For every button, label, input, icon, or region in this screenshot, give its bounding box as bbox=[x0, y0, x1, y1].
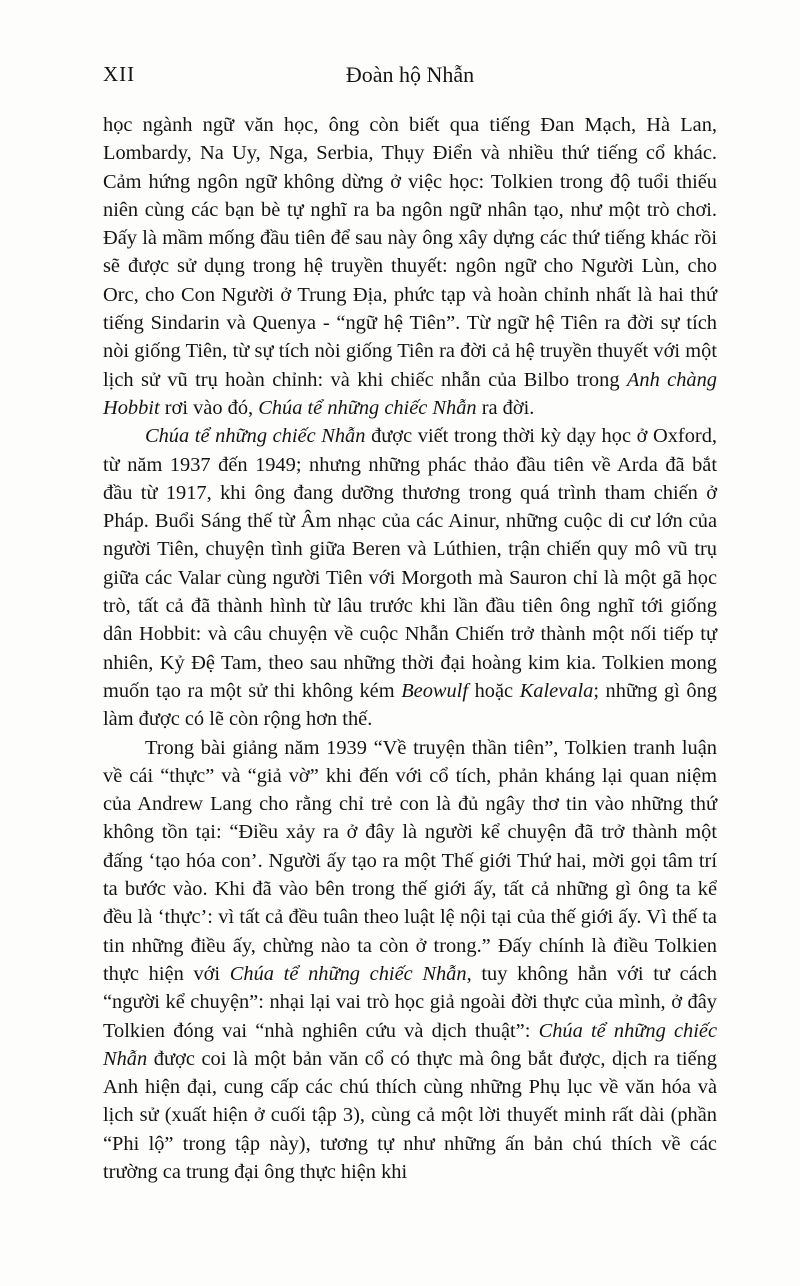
text-segment: được coi là một bản văn cổ có thực mà ông bắt được, dịch ra tiếng Anh hiện đại, cung cấp các chú thích cùng những Phụ lục về văn hóa và lịch sử (xuất hiện ở cuối tập 3), cùng cả một lời thuyết minh rất dài (phần “Phi lộ” trong tập này), tương tự như những ấn bản chú thích về các trường ca trung đại ông thực hiện khi bbox=[103, 1047, 717, 1183]
text-segment-italic: Beowulf bbox=[401, 679, 469, 702]
text-segment: ; những gì ông làm được có lẽ còn rộng hơn thế. bbox=[103, 679, 718, 731]
text-segment-italic: Kalevala bbox=[519, 679, 594, 702]
text-segment: học ngành ngữ văn học, ông còn biết qua tiếng Đan Mạch, Hà Lan, Lombardy, Na Uy, Nga, Serbia, Thụy Điển và nhiều thứ tiếng cổ khác. Cảm hứng ngôn ngữ không dừng ở việc học: Tolkien trong độ tuổi thiếu niên cùng các bạn bè tự nghĩ ra ba ngôn ngữ nhân tạo, như một trò chơi. Đấy là mầm mống đầu tiên để sau này ông xây dựng các thứ tiếng khác rồi sẽ được sử dụng trong hệ truyền thuyết: ngôn ngữ cho Người Lùn, cho Orc, cho Con Người ở Trung Địa, phức tạp và hoàn chỉnh nhất là hai thứ tiếng Sindarin và Quenya - “ngữ hệ Tiên”. Từ ngữ hệ Tiên ra đời sự tích nòi giống Tiên, từ sự tích nòi giống Tiên ra đời cả hệ truyền thuyết với một lịch sử vũ trụ hoàn chỉnh: và khi chiếc nhẫn của Bilbo trong bbox=[103, 114, 717, 391]
text-segment: hoặc bbox=[468, 679, 520, 702]
paragraph bbox=[103, 422, 717, 733]
text-segment: ra đời. bbox=[476, 396, 535, 419]
text-segment-italic: Anh chàng Hobbit bbox=[103, 368, 717, 419]
page-header bbox=[103, 62, 717, 90]
text-segment: , tuy không hẳn với tư cách “người kể chuyện”: nhại lại vai trò học giả ngoài đời thực của mình, ở đây Tolkien đóng vai “nhà nghiên cứu và dịch thuật”: bbox=[103, 962, 717, 1042]
text-segment-italic: Chúa tể những chiếc Nhẫn bbox=[145, 425, 366, 448]
text-segment-italic: Chúa tể những chiếc Nhẫn bbox=[258, 396, 477, 419]
text-segment: rơi vào đó, bbox=[159, 396, 259, 419]
paragraph bbox=[103, 734, 717, 1187]
text-segment-italic: Chúa tể những chiếc Nhẫn bbox=[103, 1019, 717, 1070]
running-title: Đoàn hộ Nhẫn bbox=[345, 62, 475, 87]
text-segment: Trong bài giảng năm 1939 “Về truyện thần tiên”, Tolkien tranh luận về cái “thực” và “giả vờ” khi đến với cổ tích, phản kháng lại quan niệm của Andrew Lang cho rằng chỉ trẻ con là đủ ngây thơ tin vào những thứ không tồn tại: “Điều xảy ra ở đây là người kể chuyện đã trở thành một đấng ‘tạo hóa con’. Người ấy tạo ra một Thế giới Thứ hai, mời gọi tâm trí ta bước vào. Khi đã vào bên trong thế giới ấy, tất cả những gì ông ta kể đều là ‘thực’: vì tất cả đều tuân theo luật lệ nội tại của thế giới ấy. Vì thế ta tin những điều ấy, chừng nào ta còn ở trong.” Đấy chính là điều Tolkien thực hiện với bbox=[103, 736, 717, 985]
text-segment: được viết trong thời kỳ dạy học ở Oxford, từ năm 1937 đến 1949; nhưng những phác thảo đầu tiên về Arda đã bắt đầu từ 1917, khi ông đang dưỡng thương trong quá trình tham chiến ở Pháp. Buổi Sáng thế từ Âm nhạc của các Ainur, những cuộc di cư lớn của người Tiên, chuyện tình giữa Beren và Lúthien, trận chiến quy mô vũ trụ giữa các Valar cùng người Tiên với Morgoth mà Sauron chỉ là một gã học trò, tất cả đã thành hình từ lâu trước khi lần đầu tiên ông nghĩ tới giống dân Hobbit: và câu chuyện về cuộc Nhẫn Chiến trở thành một nối tiếp tự nhiên, Kỷ Đệ Tam, theo sau những thời đại hoàng kim kia. Tolkien mong muốn tạo ra một sử thi không kém bbox=[103, 425, 717, 702]
paragraph bbox=[103, 111, 717, 422]
page-number: XII bbox=[103, 62, 136, 86]
text-segment-italic: Chúa tể những chiếc Nhẫn bbox=[229, 962, 467, 985]
page-body bbox=[103, 111, 717, 1186]
